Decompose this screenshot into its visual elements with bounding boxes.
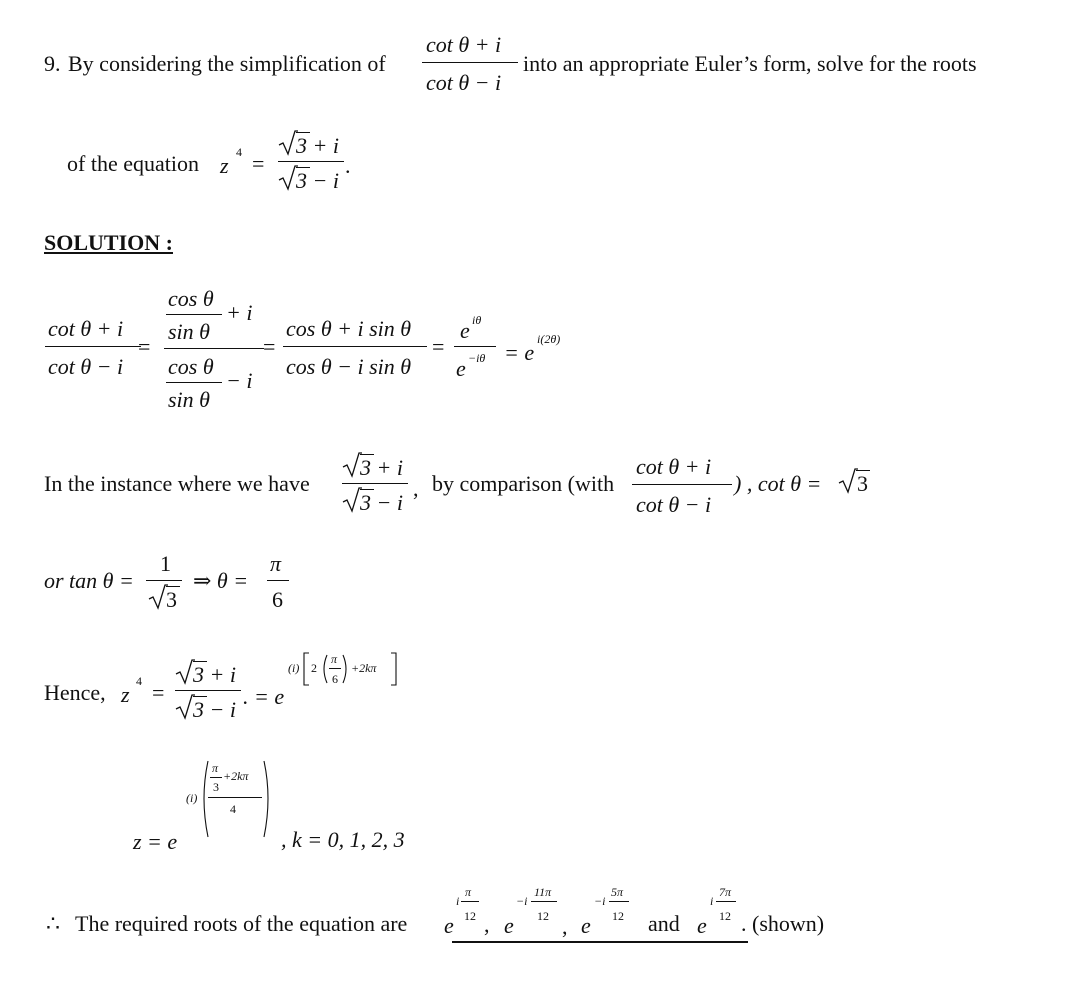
root-3-num: 5π (611, 885, 624, 899)
k-values: , k = 0, 1, 2, 3 (281, 827, 405, 852)
paren-icon (342, 654, 350, 684)
bracket-icon (302, 652, 310, 686)
question-line2: of the equation (67, 151, 199, 176)
root-2-den: 12 (537, 909, 549, 923)
hence-eq: = (152, 680, 165, 705)
root-4-base: e (697, 913, 707, 938)
root-4-den: 12 (719, 909, 731, 923)
root-3-i: −i (594, 894, 606, 908)
question-power: 4 (236, 145, 242, 159)
paren-icon (200, 760, 210, 838)
instance-text: In the instance where we have (44, 471, 310, 496)
question-period: . (345, 153, 351, 178)
question-number: 9. (44, 51, 61, 76)
root-1-den: 12 (464, 909, 476, 923)
solution-heading: SOLUTION : (44, 230, 173, 255)
z-lhs: z = e (133, 829, 178, 854)
hence-prefix: Hence, (44, 680, 106, 705)
therefore-icon: ∴ (46, 911, 60, 936)
step1-eq-1: = (138, 334, 151, 359)
root-1-i: i (456, 894, 460, 908)
root-2-i: −i (516, 894, 528, 908)
question-var: z (220, 153, 229, 178)
paren-icon (262, 760, 272, 838)
root-1-num: π (465, 885, 472, 899)
roots-underline (452, 941, 748, 943)
sqrt-icon (175, 659, 195, 685)
tan-implies: ⇒ θ = (193, 568, 249, 593)
sqrt-icon (342, 487, 362, 513)
sqrt-icon (342, 452, 362, 478)
instance-compare-close: ) , cot θ = (734, 471, 822, 496)
hence-var: z (121, 682, 130, 707)
root-2-num: 11π (534, 885, 552, 899)
sqrt-icon (278, 165, 298, 191)
question-text-before: By considering the simplification of (68, 51, 386, 76)
step1-final: = e (504, 340, 535, 365)
sqrt-icon (175, 694, 195, 720)
hence-dot-eq: . = e (243, 684, 285, 709)
sqrt-icon (278, 130, 298, 156)
step1-final-power: i(2θ) (537, 332, 561, 346)
instance-by-text: by comparison (with (432, 471, 615, 496)
instance-comma: , (413, 476, 419, 501)
root-3-den: 12 (612, 909, 624, 923)
paren-icon (320, 654, 328, 684)
sqrt-icon (838, 468, 858, 494)
root-4-i: i (710, 894, 714, 908)
step1-eq-2: = (263, 334, 276, 359)
question-eq: = (252, 151, 265, 176)
sqrt-icon (148, 584, 168, 610)
bracket-icon (390, 652, 398, 686)
step1-eq-3: = (432, 334, 445, 359)
root-1-base: e (444, 913, 454, 938)
tan-prefix: or tan θ = (44, 568, 134, 593)
conclusion-text: The required roots of the equation are (75, 911, 408, 936)
conclusion-and: and (648, 911, 680, 936)
hence-power: 4 (136, 674, 142, 688)
root-4-num: 7π (719, 885, 732, 899)
conclusion-shown: . (shown) (741, 911, 825, 936)
root-3-base: e (581, 913, 591, 938)
question-text-after: into an appropriate Euler’s form, solve for the roots (523, 51, 977, 76)
instance-compare-value: 3 (857, 471, 868, 496)
root-2-base: e (504, 913, 514, 938)
